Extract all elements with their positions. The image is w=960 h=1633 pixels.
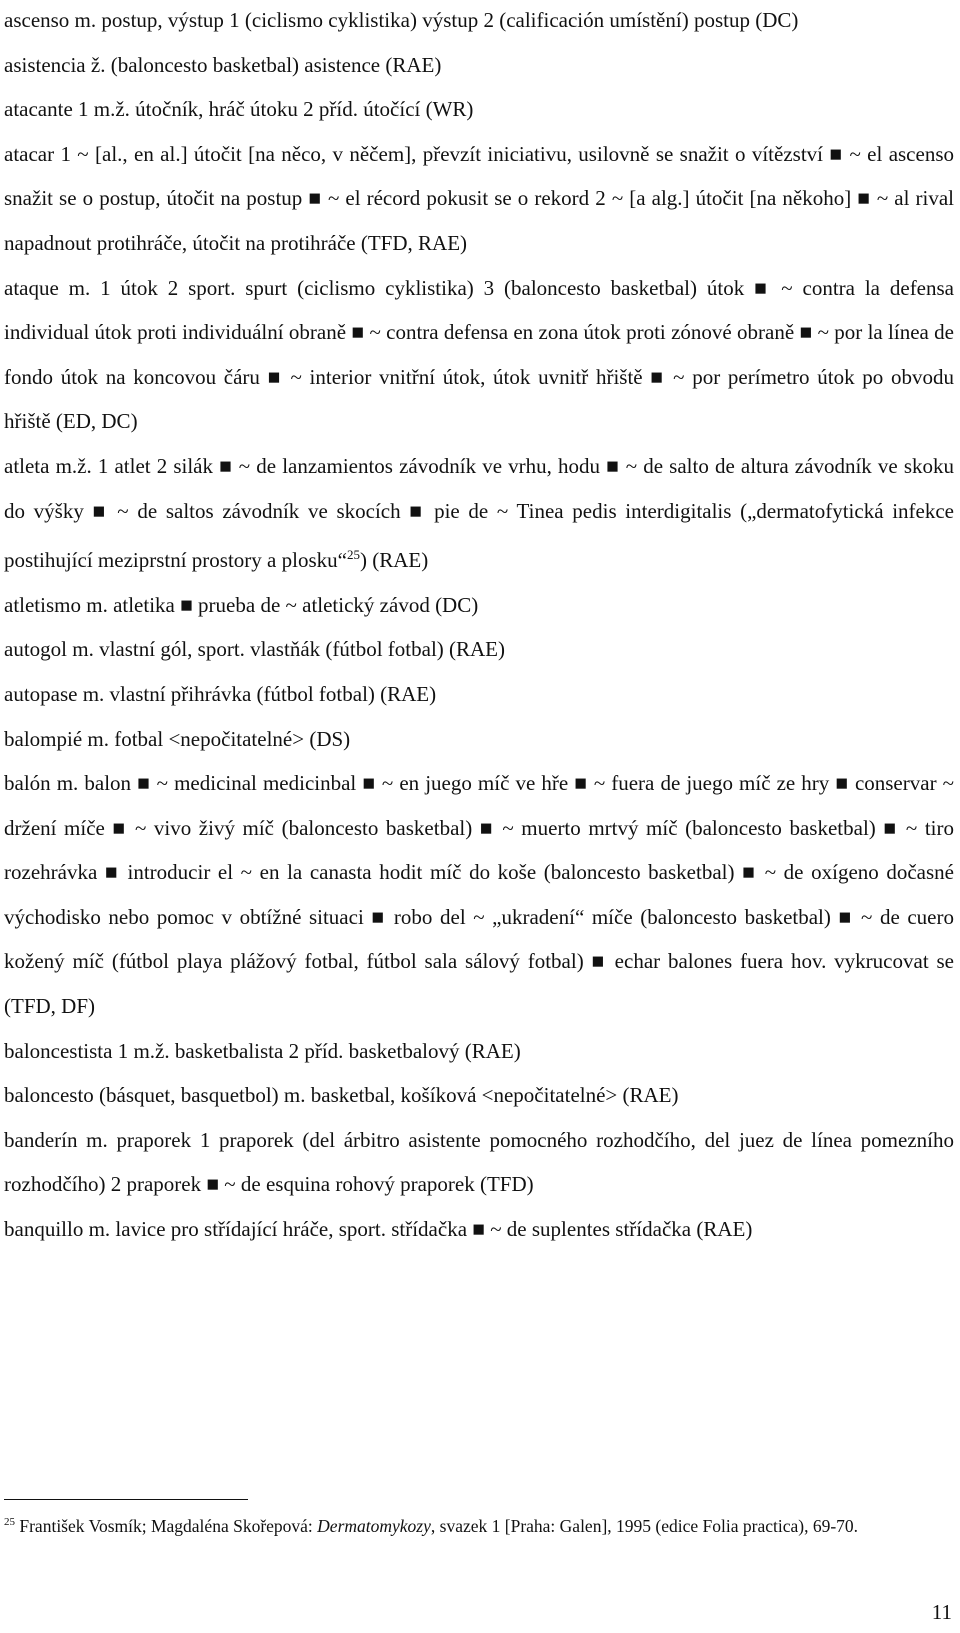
footnote-number: 25 <box>4 1516 15 1528</box>
entry-banderin: banderín m. praporek 1 praporek (del árbitro asistente pomocného rozhodčího, del juez de línea pomezního rozhodčího) 2 praporek ■ ~ de esquina rohový praporek (TFD) <box>4 1127 954 1197</box>
entry-baloncestista: baloncestista 1 m.ž. basketbalista 2 příd. basketbalový (RAE) <box>4 1038 521 1063</box>
footnote-authors: František Vosmík; Magdaléna Skořepová: <box>19 1516 318 1536</box>
entry-autogol: autogol m. vlastní gól, sport. vlastňák (fútbol fotbal) (RAE) <box>4 637 506 662</box>
footnote-title: Dermatomykozy <box>317 1516 431 1536</box>
footnote-publication: , svazek 1 [Praha: Galen], 1995 (edice Folia practica), 69-70. <box>430 1516 859 1536</box>
entry-balon: balón m. balon ■ ~ medicinal medicinbal ■ ~ en juego míč ve hře ■ ~ fuera de juego míč ze hry ■ conservar ~ držení míče ■ ~ vivo živý míč (baloncesto basketbal) ■ ~ muerto mrtvý míč (baloncesto basketbal) ■ ~ tiro rozehrávka ■ introducir el ~ en la canasta hodit míč do koše (baloncesto basketbal) ■ ~ de oxígeno dočasné východisko nebo pomoc v obtížné situaci ■ robo del ~ „ukradení“ míče (baloncesto basketbal) ■ ~ de cuero kožený míč (fútbol playa plážový fotbal, fútbol sala sálový fotbal) ■ echar balones fuera hov. vykrucovat se (TFD, DF) <box>4 771 954 1019</box>
entry-atleta-text-end: ) (RAE) <box>359 548 429 573</box>
entry-ataque: ataque m. 1 útok 2 sport. spurt (ciclismo cyklistika) 3 (baloncesto basketbal) útok ■ ~ contra la defensa individual útok proti individuální obraně ■ ~ contra defensa en zona útok proti zónové obraně ■ ~ por la línea de fondo útok na koncovou čáru ■ ~ interior vnitřní útok, útok uvnitř hřiště ■ ~ por perímetro útok po obvodu hřiště (ED, DC) <box>4 275 954 434</box>
entry-autopase: autopase m. vlastní přihrávka (fútbol fotbal) (RAE) <box>4 681 437 706</box>
entry-atletismo: atletismo m. atletika ■ prueba de ~ atletický závod (DC) <box>4 592 479 617</box>
footnote <box>4 1509 954 1539</box>
entry-baloncesto: baloncesto (básquet, basquetbol) m. basketbal, košíková <nepočitatelné> (RAE) <box>4 1083 679 1108</box>
entry-banquillo: banquillo m. lavice pro střídající hráče, sport. střídačka ■ ~ de suplentes střídačka (RAE) <box>4 1217 753 1242</box>
footnote-reference: 25 <box>346 547 360 563</box>
entry-atacar: atacar 1 ~ [al., en al.] útočit [na něco, v něčem], převzít iniciativu, usilovně se snažit o vítězství ■ ~ el ascenso snažit se o postup, útočit na postup ■ ~ el récord pokusit se o rekord 2 ~ [a alg.] útočit [na někoho] ■ ~ al rival napadnout protihráče, útočit na protihráče (TFD, RAE) <box>4 141 954 255</box>
entry-atleta-text: atleta m.ž. 1 atlet 2 silák ■ ~ de lanzamientos závodník ve vrhu, hodu ■ ~ de salto de altura závodník ve skoku do výšky ■ ~ de saltos závodník ve skocích ■ pie de ~ Tinea pedis interdigitalis („dermatofytická infekce postihující meziprstní prostory a plosku“ <box>4 453 954 573</box>
footnote-separator <box>4 1499 248 1500</box>
entry-atacante: atacante 1 m.ž. útočník, hráč útoku 2 příd. útočící (WR) <box>4 97 474 122</box>
entry-ascenso: ascenso m. postup, výstup 1 (ciclismo cyklistika) výstup 2 (calificación umístění) postup (DC) <box>4 8 799 32</box>
entry-asistencia: asistencia ž. (baloncesto basketbal) asistence (RAE) <box>4 52 442 77</box>
dictionary-body <box>4 0 954 1252</box>
entry-atleta <box>4 444 954 583</box>
page-number: 11 <box>931 1600 952 1624</box>
entry-balompie: balompié m. fotbal <nepočitatelné> (DS) <box>4 726 351 751</box>
